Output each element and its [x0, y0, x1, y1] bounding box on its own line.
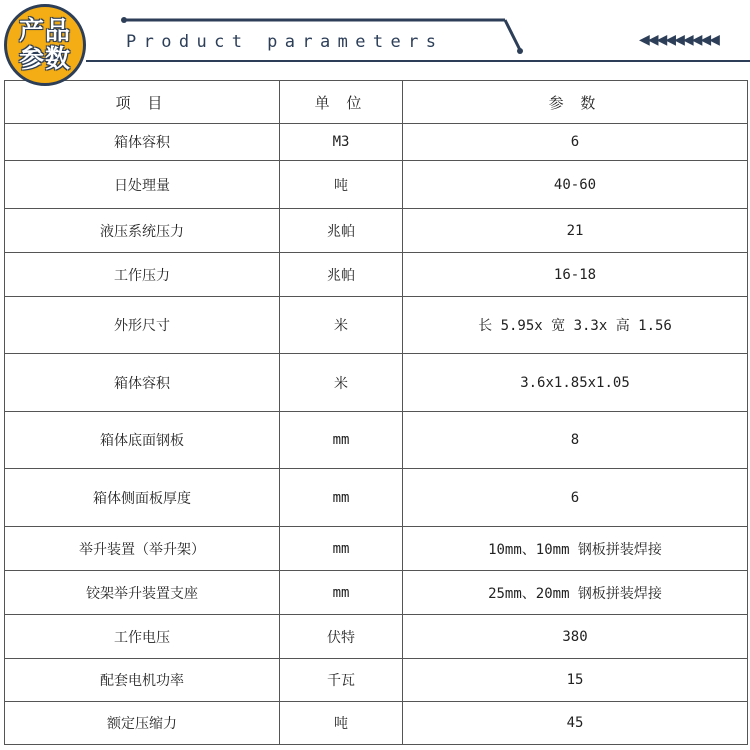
row-unit-cell: mm	[280, 469, 403, 527]
row-unit-cell: 米	[280, 297, 403, 354]
row-item-cell: 铰架举升装置支座	[5, 571, 280, 615]
table-row	[5, 297, 748, 354]
row-unit-cell: 吨	[280, 702, 403, 745]
table-row	[5, 412, 748, 469]
row-item-cell: 箱体容积	[5, 354, 280, 412]
table-row	[5, 124, 748, 161]
table-row	[5, 253, 748, 297]
table-header-row	[5, 81, 748, 124]
table-row	[5, 209, 748, 253]
row-value-cell: 6	[403, 124, 748, 161]
row-item-cell: 箱体底面钢板	[5, 412, 280, 469]
row-value-cell: 长 5.95x 宽 3.3x 高 1.56	[403, 297, 748, 354]
row-unit-cell: mm	[280, 527, 403, 571]
row-value-cell: 40-60	[403, 161, 748, 209]
product-parameters-badge	[4, 4, 86, 86]
arrow-left-icon: ◀◀◀◀◀◀◀◀◀	[639, 32, 718, 48]
row-unit-cell: 兆帕	[280, 209, 403, 253]
row-unit-cell: 吨	[280, 161, 403, 209]
row-unit-cell: 千瓦	[280, 659, 403, 702]
row-value-cell: 21	[403, 209, 748, 253]
row-item-cell: 工作电压	[5, 615, 280, 659]
column-header-unit: 单 位	[280, 81, 403, 124]
column-header-item: 项 目	[5, 81, 280, 124]
column-header-value: 参 数	[403, 81, 748, 124]
table-row	[5, 571, 748, 615]
row-value-cell: 45	[403, 702, 748, 745]
row-item-cell: 液压系统压力	[5, 209, 280, 253]
row-unit-cell: 兆帕	[280, 253, 403, 297]
row-unit-cell: 米	[280, 354, 403, 412]
row-item-cell: 日处理量	[5, 161, 280, 209]
parameters-table	[4, 80, 748, 745]
table-row	[5, 161, 748, 209]
table-row	[5, 469, 748, 527]
row-unit-cell: 伏特	[280, 615, 403, 659]
row-item-cell: 举升装置（举升架）	[5, 527, 280, 571]
table-row	[5, 527, 748, 571]
row-item-cell: 外形尺寸	[5, 297, 280, 354]
row-item-cell: 箱体容积	[5, 124, 280, 161]
row-value-cell: 3.6x1.85x1.05	[403, 354, 748, 412]
table-row	[5, 702, 748, 745]
row-value-cell: 380	[403, 615, 748, 659]
row-item-cell: 配套电机功率	[5, 659, 280, 702]
row-value-cell: 6	[403, 469, 748, 527]
row-unit-cell: mm	[280, 571, 403, 615]
row-item-cell: 工作压力	[5, 253, 280, 297]
row-unit-cell: M3	[280, 124, 403, 161]
row-value-cell: 10mm、10mm 钢板拼装焊接	[403, 527, 748, 571]
row-value-cell: 15	[403, 659, 748, 702]
row-item-cell: 箱体侧面板厚度	[5, 469, 280, 527]
table-row	[5, 615, 748, 659]
header-title: Product parameters	[126, 32, 444, 52]
table-row	[5, 659, 748, 702]
row-value-cell: 16-18	[403, 253, 748, 297]
row-item-cell: 额定压缩力	[5, 702, 280, 745]
table-row	[5, 354, 748, 412]
badge-line-2: 参数	[18, 44, 71, 73]
page-header	[0, 0, 750, 80]
row-value-cell: 8	[403, 412, 748, 469]
row-unit-cell: mm	[280, 412, 403, 469]
badge-line-1: 产品	[18, 16, 71, 45]
row-value-cell: 25mm、20mm 钢板拼装焊接	[403, 571, 748, 615]
